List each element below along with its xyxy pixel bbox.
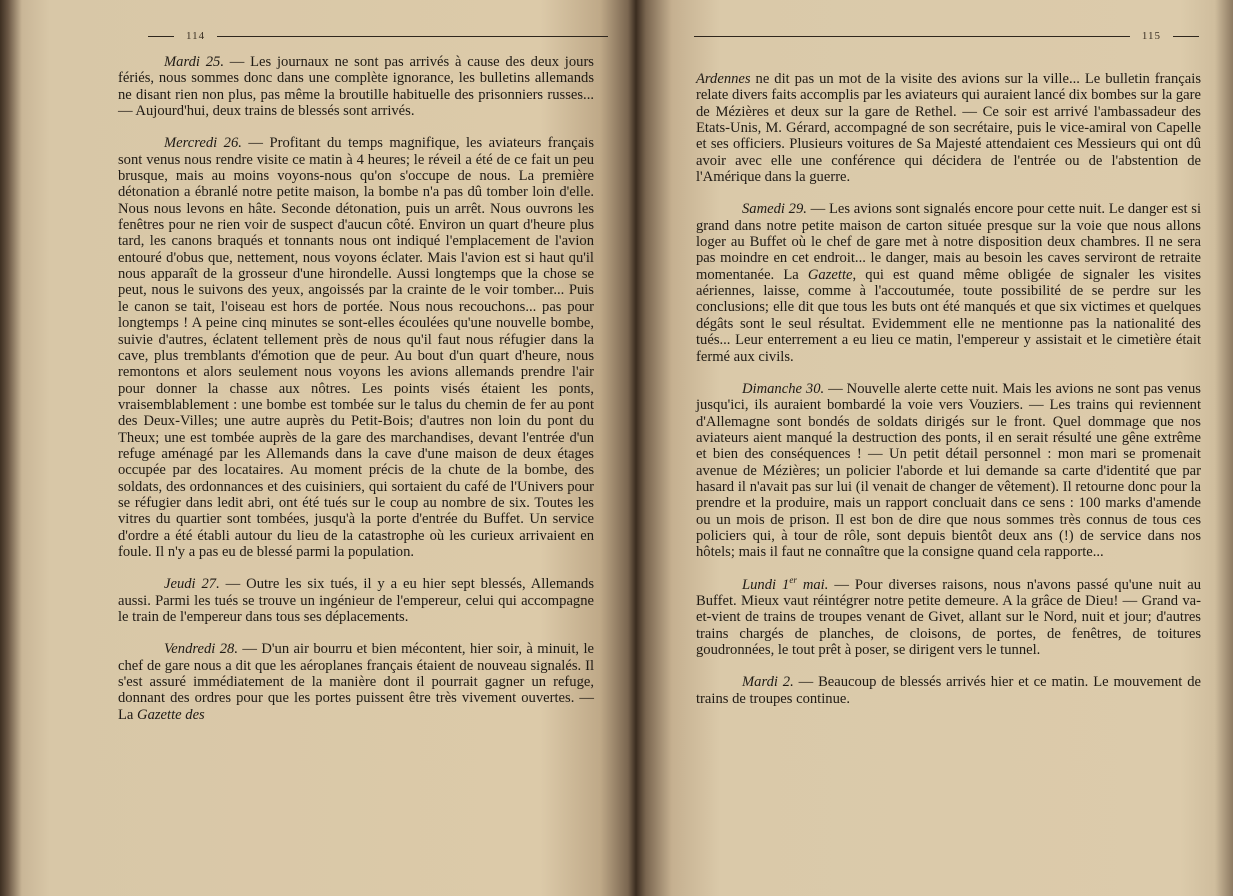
right-page [636, 0, 1233, 896]
right-head-rule [694, 36, 1130, 37]
entry-date: Vendredi 28. [164, 641, 238, 658]
entry-paragraph [118, 576, 594, 625]
entry-text: — Profitant du temps magnifique, les aviateurs français sont venus nous rendre visite ce matin à 4 heures; le réveil a été de ce fait un peu brusque, mais au moins voyons-nous qu'on s'occupe de nous. La première détonation a ébranlé notre petite maison, la bombe n'a pas dû tomber loin d'elle. Nous nous levons en hâte. Seconde détonation, puis un arrêt. Nous ouvrons les fenêtres pour ne rien voir de suspect d'aucun côté. Environ un quart d'heure plus tard, les canons braqués et tonnants nous ont indiqué l'emplacement de l'avion entouré d'obus que, nettement, nous voyons éclater. Mais l'avion est si haut qu'il nous apparaît de la grosseur d'une hirondelle. Aussi longtemps que la chose se peut, nous le suivons des yeux, angoissés par la crainte de le voir tomber... Puis le canon se tait, l'oiseau est hors de portée. Nous nous recouchons... pas pour longtemps ! A peine cinq minutes se sont-elles écoulées qu'une nouvelle bombe, suivie d'autres, éclatent tellement près de nous qu'il faut nous réfugier dans la cave, plus tremblants d'émotion que de peur. Au bout d'un quart d'heure, nous remontons et alors seulement nous voyons les avions allemands prendre l'air pour donner la chasse aux nôtres. Les points visés étaient les ponts, vraisemblablement : une bombe est tombée sur le talus du chemin de fer au pont des Deux-Villes; une autre auprès du Petit-Bois; d'autres non loin du pont du Theux; une est tombée auprès de la gare des marchandises, devant l'entrée d'un refuge aménagé par les Allemands dans la cave d'une maison de deux étages occupée par des locataires. Au moment précis de la chute de la bombe, des soldats, des ordonnances et des cuisiniers, qui sortaient du café de l'Univers pour se réfugier dans ledit abri, ont été tués sur le coup au nombre de six. Toutes les vitres du quartier sont tombées, jusqu'à la porte d'entrée du Buffet. Un service d'ordre a été établi autour du lieu de la catastrophe où les curieux arrivaient en foule. Il n'y a pas eu de blessé parmi la population. [118, 135, 594, 560]
right-page-number: 115 [1141, 30, 1161, 42]
entry-text: — Beaucoup de blessés arrivés hier et ce matin. Le mouvement de trains de troupes continue. [696, 674, 1201, 707]
entry-paragraph [696, 381, 1201, 561]
entry-italic-tail: Gazette des [137, 706, 205, 723]
left-page-text [118, 54, 594, 723]
entry-text: — Outre les six tués, il y a eu hier sept blessés, Allemands aussi. Parmi les tués se trouve un ingénieur de l'empereur, celui qui accompagne le train de l'empereur dans tous ses déplacements. [118, 576, 594, 625]
entry-date-month: mai. [796, 576, 829, 593]
entry-italic-word: Gazette [807, 266, 853, 283]
entry-paragraph [696, 574, 1202, 659]
entry-date: Samedi 29. [742, 201, 807, 218]
entry-paragraph [696, 674, 1201, 707]
entry-paragraph [118, 54, 594, 119]
left-head-short-rule [148, 36, 174, 37]
entry-date: Dimanche 30. [742, 380, 825, 397]
entry-text: — D'un air bourru et bien mécontent, hier soir, à minuit, le chef de gare nous a dit que les aéroplanes français étaient de nouveau signalés. Il s'est assuré immédiatement de la manière dont il pourrait gagner un refuge, donnant des ordres pour que les portes puissent être très vivement ouvertes. — La [118, 641, 594, 723]
continuation-paragraph [696, 71, 1201, 185]
left-running-head [148, 30, 608, 42]
entry-date-ordinal: er [789, 574, 797, 585]
entry-date: Mardi 2. [742, 674, 794, 691]
left-page-number: 114 [186, 30, 206, 42]
entry-date: Jeudi 27. [164, 576, 220, 593]
entry-paragraph [118, 641, 594, 723]
entry-date [742, 574, 829, 593]
entry-text: — Pour diverses raisons, nous n'avons passé qu'une nuit au Buffet. Mieux vaut réintégrer notre petite demeure. A la grâce de Dieu! — Grand va-et-vient de trains de troupes venant de Givet, allant sur le Nord, nuit et jour; d'autres trains chargés de planches, de cloisons, de portes, de fenêtres, de toitures goudronnées, le tout prêt à poser, se dirigent vers le tunnel. [696, 576, 1202, 658]
left-head-rule [217, 36, 608, 37]
entry-date-day: Lundi 1 [742, 576, 790, 593]
entry-paragraph [118, 135, 594, 560]
continuation-text: ne dit pas un mot de la visite des avions sur la ville... Le bulletin français relate divers faits accomplis par les aviateurs qui auraient lancé dix bombes sur la gare de Mézières et deux sur la gare de Rethel. — Ce soir est arrivé l'ambassadeur des Etats-Unis, M. Gérard, accompagné de son secrétaire, puis le vice-amiral von Capelle et ses officiers. Plusieurs voitures de Sa Majesté attendaient ces Messieurs qui ont dû avoir avec elle une conférence qui décidera de l'entrée ou de l'abstention de l'Amérique dans la guerre. [696, 71, 1201, 186]
entry-text: , qui est quand même obligée de signaler les visites aériennes, laisse, comme à l'accoutumée, toute possibilité de se perdre sur les conclusions; elle dit que tous les buts ont été manqués et que six victimes et quelques dégâts sont le seul résultat. Evidemment elle ne mentionne pas la nationalité des tués... Leur enterrement a eu lieu ce matin, l'empereur y assistait et le cimetière était fermé aux civils. [696, 266, 1201, 365]
entry-date: Mardi 25. [164, 54, 224, 70]
right-head-short-rule [1173, 36, 1199, 37]
entry-text: — Les journaux ne sont pas arrivés à cause des deux jours fériés, nous sommes donc dans une complète ignorance, les bulletins allemands ne disant rien non plus, pas même la broutille habituelle des prisonniers russes... — Aujourd'hui, deux trains de blessés sont arrivés. [118, 54, 594, 120]
continuation-italic-lead: Ardennes [696, 71, 751, 87]
entry-paragraph [696, 201, 1201, 364]
right-page-text [696, 71, 1201, 707]
entry-date: Mercredi 26. [164, 135, 242, 152]
right-running-head [694, 30, 1199, 42]
entry-text: — Les avions sont signalés encore pour cette nuit. Le danger est si grand dans notre petite maison de carton située presque sur la voie que nous allons loger au Buffet où le chef de gare met à notre disposition deux chambres. Il ne sera pas moindre en cet endroit... le danger, mais au besoin les caves serviront de retraite momentanée. La [696, 201, 1201, 283]
entry-text: — Nouvelle alerte cette nuit. Mais les avions ne sont pas venus jusqu'ici, ils auraient bombardé la voie vers Vouziers. — Les trains qui reviennent d'Allemagne sont bondés de soldats dirigés sur le front. Quel dommage que nos aviateurs aient manqué la destruction des ponts, il en serait résulté une gêne extrême et bien des conséquences ! — Un petit détail personnel : mon mari se promenait avenue de Mézières; un policier l'aborde et lui demande sa carte d'identité que par hasard il n'avait pas sur lui (il venait de changer de vêtement). Il retourne donc pour la prendre et la produire, mais un rapport concluait dans ce sens : 100 marks d'amende ou un mois de prison. Il est bon de dire que nous sommes très connus de tous ces policiers qui, à tour de rôle, sont depuis bientôt deux ans (!) de service dans nos hôtels; mais il faut ne connaître que la consigne quand cela rapporte... [696, 380, 1201, 561]
